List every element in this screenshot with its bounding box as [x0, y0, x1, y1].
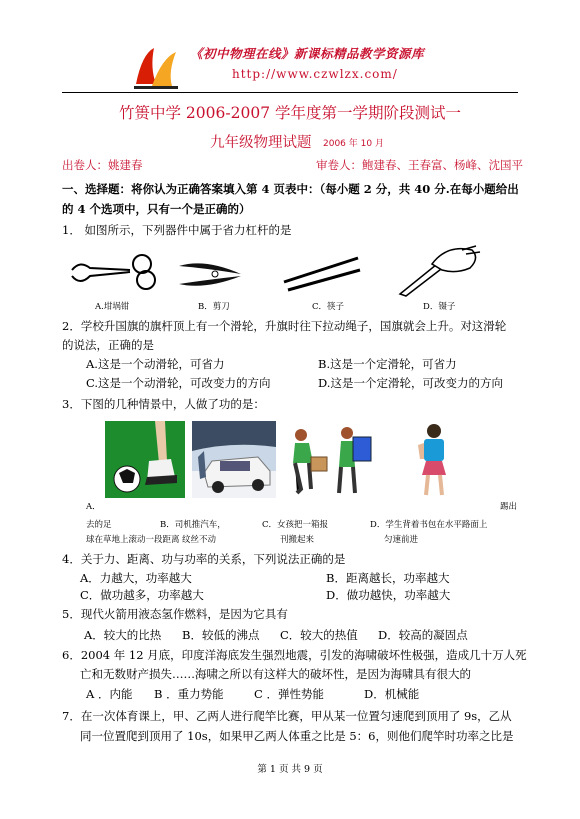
header-divider	[62, 92, 518, 93]
site-url[interactable]: http://www.czwlzx.com/	[232, 67, 398, 81]
tweezers-icon	[392, 244, 484, 300]
section-heading-line1: 一、选择题：将你认为正确答案填入第 4 页表中：（每小题 2 分，共 40 分.在每小题给出	[62, 182, 519, 196]
q4-option-b: B．距离越长，功率越大	[326, 571, 450, 585]
q3-option-a-prefix: A．	[86, 502, 101, 512]
exam-title: 竹篑中学 2006-2007 学年度第一学期阶段测试一	[119, 104, 461, 122]
question-6-line2: 亡和无数财产损失……海啸之所以有这样大的破坏性，是因为海啸具有很大的	[80, 667, 471, 681]
q6-option-a: A ．内能	[86, 687, 133, 701]
q2-option-b: B.这是一个定滑轮，可省力	[318, 357, 457, 371]
site-logo	[132, 44, 180, 90]
question-1-text: 1． 如图所示，下列器件中属于省力杠杆的是	[62, 223, 292, 237]
q2-option-a: A.这是一个动滑轮，可省力	[86, 357, 225, 371]
q3-caption-a-line2: 球在草地上滚动一段距离	[86, 535, 180, 545]
q2-option-d: D.这是一个定滑轮，可改变力的方向	[318, 376, 503, 390]
q3-caption-c-line1: C．女孩把一箱报	[262, 520, 329, 530]
crucible-tongs-icon	[70, 250, 162, 300]
question-3-text: 3．下图的几种情景中，人做了功的是：	[62, 397, 265, 411]
question-7-line2: 同一位置爬到顶用了 10s，如果甲乙两人体重之比是 5：6，则他们爬竿时功率之比是	[80, 729, 514, 743]
q6-option-b: B ．重力势能	[154, 687, 224, 701]
q3-option-a-suffix: 踢出	[500, 502, 518, 512]
q5-option-a: A．较大的比热	[84, 628, 162, 642]
q1-caption-d: D．镊子	[423, 302, 456, 312]
lift-box-photo	[287, 423, 377, 498]
q1-caption-a: A.坩埚钳	[95, 302, 130, 312]
exam-subtitle: 九年级物理试题	[210, 135, 312, 151]
q4-option-a: A．力越大，功率越大	[80, 571, 192, 585]
q5-option-c: C．较大的热值	[280, 628, 358, 642]
question-7-line1: 7．在一次体育课上，甲、乙两人进行爬竿比赛，甲从某一位置匀速爬到顶用了 9s，乙从	[62, 709, 512, 723]
question-4-text: 4．关于力、距离、功与功率的关系，下列说法正确的是	[62, 552, 346, 566]
q4-option-d: D．做功越快，功率越大	[326, 588, 451, 602]
section-heading-line2: 的 4 个选项中，只有一个是正确的）	[62, 202, 251, 216]
page-footer: 第 1 页 共 9 页	[257, 764, 323, 775]
q3-caption-a-line1: 去的足	[86, 520, 112, 530]
question-2-line2: 的说法，正确的是	[62, 338, 154, 352]
chopsticks-icon	[282, 252, 362, 296]
walking-student-photo	[402, 421, 466, 498]
q6-option-d: D．机械能	[364, 687, 420, 701]
q5-option-b: B．较低的沸点	[182, 628, 260, 642]
question-6-line1: 6．2004 年 12 月底，印度洋海底发生强烈地震，引发的海啸破坏性极强，造成几十万人死	[62, 648, 527, 662]
site-title: 《初中物理在线》新课标精品教学资源库	[190, 46, 425, 61]
q1-caption-c: C．筷子	[312, 302, 345, 312]
q2-option-c: C.这是一个动滑轮，可改变力的方向	[86, 376, 271, 390]
exam-author: 出卷人：姚建春	[62, 158, 143, 172]
soccer-kick-photo	[105, 421, 185, 498]
push-car-photo	[192, 421, 276, 498]
q6-option-c: C ．弹性势能	[254, 687, 324, 701]
q1-caption-b: B．剪刀	[198, 302, 230, 312]
q3-caption-b-line2: 纹丝不动	[182, 535, 217, 545]
q3-caption-b-line1: B．司机推汽车，	[160, 520, 226, 530]
q4-option-c: C．做功越多，功率越大	[80, 588, 204, 602]
q3-caption-c-line2: 刊搬起来	[280, 535, 315, 545]
q3-caption-d-line2: 匀速前进	[384, 535, 419, 545]
exam-date: 2006 年 10 月	[323, 139, 384, 149]
question-5-text: 5．现代火箭用液态氢作燃料，是因为它具有	[62, 607, 288, 621]
q3-caption-d-line1: D．学生背着书包在水平路面上	[370, 520, 488, 530]
scissors-icon	[175, 254, 245, 294]
question-2-line1: 2．学校升国旗的旗杆顶上有一个滑轮，升旗时往下拉动绳子，国旗就会上升。对这滑轮	[62, 319, 507, 333]
exam-reviewers: 审卷人：鲍建春、王春富、杨峰、沈国平	[316, 158, 523, 172]
q5-option-d: D．较高的凝固点	[378, 628, 468, 642]
